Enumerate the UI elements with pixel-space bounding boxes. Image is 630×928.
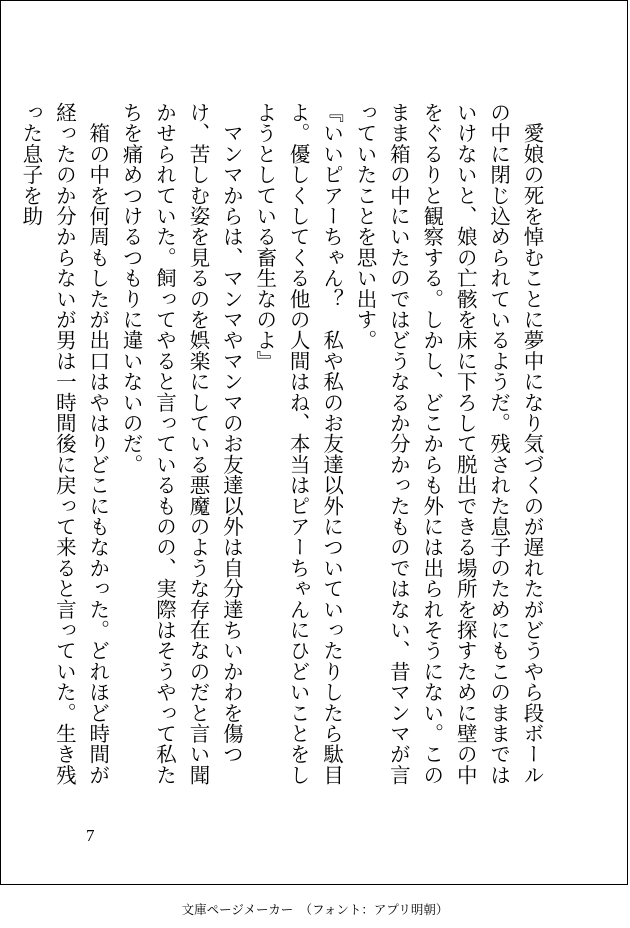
novel-body-text xyxy=(14,102,549,792)
footer-credit: 文庫ページメーカー （フォント：アプリ明朝） xyxy=(181,902,449,917)
paragraph-2-dialogue: 『いいピアーちゃん？ 私や私のお友達以外についていったりしたら駄目よ。優しくしてくる他の人間はね、本当はピアーちゃんにひどいことをしようとしている畜生なのよ』 xyxy=(252,102,344,786)
paragraph-3: マンマからは、マンマやマンマのお友達以外は自分達ちいかわを傷つけ、苦しむ姿を見るのを娯楽にしている悪魔のような存在なのだと言い聞かせられていた。飼ってやると言っているものの、実際はそうやって私たちを痛めつけるつもりに違いないのだ。 xyxy=(119,102,244,786)
paragraph-4: 箱の中を何周もしたが出口はやはりどこにもなかった。どれほど時間が経ったのか分からないが男は一時間後に戻って来ると言っていた。生き残った息子を助 xyxy=(18,102,110,786)
page-number: 7 xyxy=(86,826,95,845)
paragraph-1: 愛娘の死を悼むことに夢中になり気づくのが遅れたがどうやら段ボールの中に閉じ込められているようだ。残された息子のためにもこのままではいけないと、娘の亡骸を床に下ろして脱出できる場所を探すために壁の中をぐるりと観察する。しかし、どこからも外には出られそうにない。このまま箱の中にいたのではどうなるか分かったものではない、昔マンマが言っていたことを思い出す。 xyxy=(352,102,544,786)
